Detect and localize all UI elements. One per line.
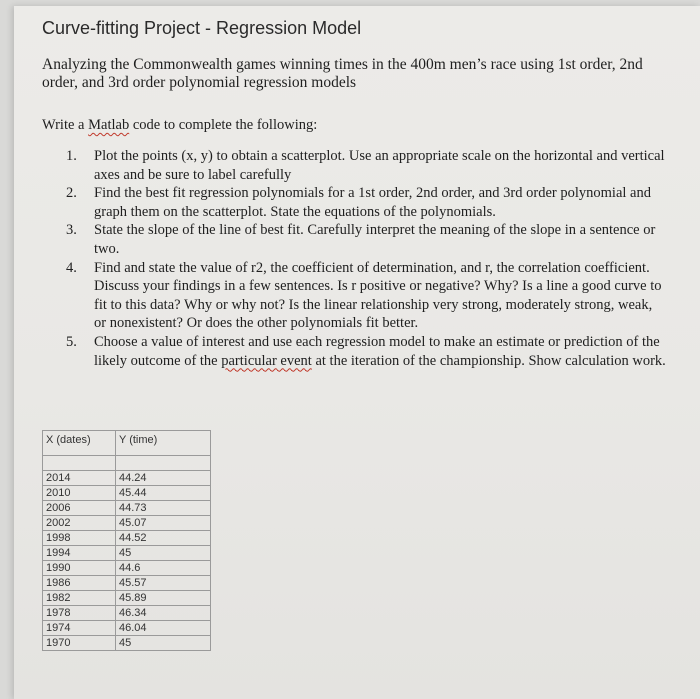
x-cell: 1994 [43, 546, 116, 561]
task-text: Find the best fit regression polynomials for a 1st order, 2nd order, and 3rd order polynomial and graph them on the scatterplot. State the equations of the polynomials. [94, 185, 651, 220]
table-row [43, 576, 211, 591]
table-row [43, 561, 211, 576]
y-cell: 44.73 [116, 501, 211, 516]
y-cell: 44.52 [116, 531, 211, 546]
empty-cell [116, 456, 211, 471]
y-cell: 45.07 [116, 516, 211, 531]
instruction-line [42, 116, 662, 134]
instruction-prefix: Write a [42, 117, 89, 133]
x-cell: 1970 [43, 636, 116, 651]
y-cell: 45.89 [116, 591, 211, 606]
x-cell: 2010 [43, 486, 116, 501]
y-cell: 45.44 [116, 486, 211, 501]
task-number: 2. [66, 185, 77, 202]
x-cell: 2006 [43, 501, 116, 516]
page-title: Curve-fitting Project - Regression Model [42, 18, 362, 38]
y-cell: 45 [116, 546, 211, 561]
task-number: 3. [66, 222, 77, 239]
x-cell: 1986 [43, 576, 116, 591]
x-cell: 1982 [43, 591, 116, 606]
y-cell: 44.24 [116, 471, 211, 486]
table-row [43, 471, 211, 486]
matlab-word: Matlab [88, 117, 130, 133]
task-item-5 [66, 333, 666, 370]
task-item-4 [66, 259, 666, 333]
x-cell: 1998 [43, 531, 116, 546]
y-cell: 45.57 [116, 576, 211, 591]
y-cell: 46.04 [116, 621, 211, 636]
column-header-y: Y (time) [116, 431, 211, 456]
task-text: Find and state the value of r2, the coefficient of determination, and r, the correlation coefficient. Discuss your findings in a few sentences. Is r positive or negative? Why? Is a line a good curve to fit to this data? Why or why not? Is the linear relationship very strong, moderately strong, weak, or nonexistent? Or does the other polynomials fit better. [94, 259, 662, 332]
table-header-row [43, 431, 211, 456]
table-row [43, 501, 211, 516]
task-text: State the slope of the line of best fit. Carefully interpret the meaning of the slope in a sentence or two. [94, 222, 656, 257]
column-header-x: X (dates) [43, 431, 116, 456]
y-cell: 46.34 [116, 606, 211, 621]
task-number: 1. [66, 148, 77, 164]
task-list [66, 147, 666, 370]
table-row [43, 516, 211, 531]
data-table [42, 430, 211, 651]
task-text: Choose a value of interest and use each regression model to make an estimate or prediction of the likely outcome of the [94, 333, 660, 369]
task-number: 4. [66, 259, 77, 276]
task-text: at the iteration of the championship. Show calculation work. [311, 352, 666, 369]
table-row [43, 621, 211, 636]
x-cell: 1978 [43, 606, 116, 621]
task-text: Plot the points (x, y) to obtain a scatterplot. Use an appropriate scale on the horizontal and vertical axes and be sure to label carefully [94, 148, 665, 183]
task-number: 5. [66, 333, 77, 350]
empty-cell [43, 456, 116, 471]
x-cell: 2014 [43, 471, 116, 486]
task-item-2 [66, 184, 666, 221]
x-cell: 2002 [43, 516, 116, 531]
table-row [43, 486, 211, 501]
task-text-underlined: particular event [221, 352, 312, 369]
table-row [43, 531, 211, 546]
y-cell: 45 [116, 636, 211, 651]
task-item-3 [66, 221, 666, 258]
y-cell: 44.6 [116, 561, 211, 576]
table-row [43, 606, 211, 621]
x-cell: 1990 [43, 561, 116, 576]
table-spacer-row [43, 456, 211, 471]
instruction-suffix: code to complete the following: [129, 117, 318, 133]
table-row [43, 546, 211, 561]
task-item-1 [66, 147, 666, 184]
x-cell: 1974 [43, 621, 116, 636]
table-row [43, 636, 211, 651]
table-row [43, 591, 211, 606]
intro-paragraph: Analyzing the Commonwealth games winning times in the 400m men’s race using 1st order, 2nd order, and 3rd order polynomial regression models [42, 56, 643, 91]
